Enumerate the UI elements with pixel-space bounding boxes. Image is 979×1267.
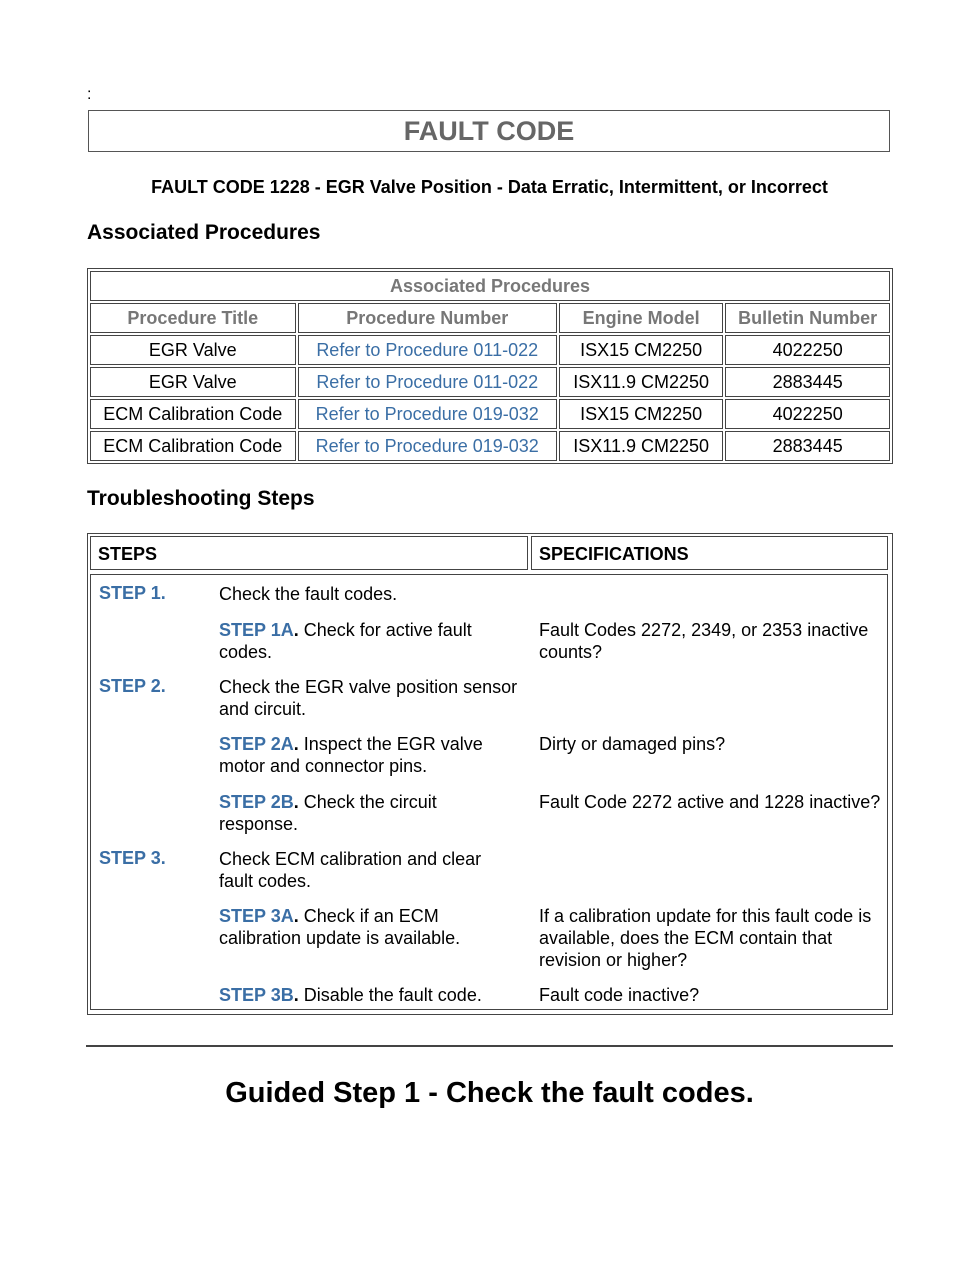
column-header: Procedure Title — [90, 303, 296, 333]
substep-text: Disable the fault code. — [298, 985, 482, 1005]
procedure-link[interactable]: Refer to Procedure 019-032 — [315, 435, 539, 456]
table-row — [90, 399, 890, 429]
step-description: Check the EGR valve position sensor and circuit. — [219, 677, 518, 719]
bulletin-number-cell: 2883445 — [725, 431, 890, 461]
table-header-row — [90, 303, 890, 333]
procedure-title-cell: EGR Valve — [90, 367, 296, 397]
procedure-title-cell: EGR Valve — [90, 335, 296, 365]
procedure-number-cell — [298, 367, 557, 397]
table-row — [90, 367, 890, 397]
procedure-link[interactable]: Refer to Procedure 011-022 — [316, 371, 539, 392]
procedure-number-cell — [298, 335, 557, 365]
substep-period: . — [293, 620, 299, 640]
substep-description — [219, 984, 519, 1006]
troubleshooting-steps-table — [87, 533, 893, 1015]
procedure-number-cell — [298, 431, 557, 461]
step-description: Check the fault codes. — [219, 584, 398, 604]
specifications-column-header: SPECIFICATIONS — [531, 536, 888, 570]
step-link[interactable]: STEP 2. — [99, 676, 166, 696]
procedure-title-cell: ECM Calibration Code — [90, 431, 296, 461]
guided-step-heading: Guided Step 1 - Check the fault codes. — [225, 1077, 754, 1109]
procedure-title-cell: ECM Calibration Code — [90, 399, 296, 429]
substep-link[interactable]: STEP 2A — [219, 734, 294, 754]
column-header: Engine Model — [559, 303, 724, 333]
substep-period: . — [293, 792, 299, 812]
specification-text: Fault code inactive? — [539, 985, 700, 1005]
substep-description — [219, 791, 519, 835]
substep-period: . — [293, 734, 299, 754]
substep-text: Inspect the EGR valve motor and connector pins. — [219, 734, 483, 776]
procedure-link[interactable]: Refer to Procedure 019-032 — [315, 403, 539, 424]
substep-link[interactable]: STEP 1A — [219, 620, 294, 640]
substep-text: Check for active fault codes. — [219, 620, 472, 662]
specification-text: Fault Code 2272 active and 1228 inactive? — [539, 792, 881, 812]
procedure-link[interactable]: Refer to Procedure 011-022 — [316, 339, 539, 360]
substep-description — [219, 905, 519, 949]
column-header: Procedure Number — [298, 303, 557, 333]
fault-code-title: FAULT CODE 1228 - EGR Valve Position - Data Erratic, Intermittent, or Incorrect — [151, 177, 828, 197]
procedure-number-cell — [298, 399, 557, 429]
specification-text: Dirty or damaged pins? — [539, 734, 726, 754]
troubleshooting-steps-heading: Troubleshooting Steps — [87, 487, 315, 510]
engine-model-cell: ISX11.9 CM2250 — [559, 367, 724, 397]
bulletin-number-cell: 2883445 — [725, 367, 890, 397]
table-caption-row — [90, 271, 890, 301]
step-link[interactable]: STEP 3. — [99, 848, 166, 868]
bulletin-number-cell: 4022250 — [725, 399, 890, 429]
specification-text: Fault Codes 2272, 2349, or 2353 inactive counts? — [539, 620, 869, 662]
associated-procedures-table — [87, 268, 893, 464]
substep-text: Check if an ECM calibration update is available. — [219, 906, 461, 948]
stray-colon: : — [87, 86, 92, 103]
table-row — [90, 431, 890, 461]
table-row — [90, 335, 890, 365]
substep-description — [219, 733, 519, 777]
associated-procedures-heading: Associated Procedures — [87, 221, 321, 244]
specification-text: If a calibration update for this fault code is available, does the ECM contain that revision or higher? — [539, 906, 872, 970]
substep-period: . — [293, 906, 299, 926]
step-description: Check ECM calibration and clear fault codes. — [219, 849, 482, 891]
substep-description — [219, 619, 519, 663]
engine-model-cell: ISX15 CM2250 — [559, 399, 724, 429]
fault-code-banner-text: FAULT CODE — [403, 116, 575, 146]
steps-column-header: STEPS — [90, 536, 528, 570]
step-link[interactable]: STEP 1. — [99, 583, 166, 603]
engine-model-cell: ISX11.9 CM2250 — [559, 431, 724, 461]
steps-body — [90, 574, 888, 1010]
substep-text: Check the circuit response. — [219, 792, 437, 834]
substep-link[interactable]: STEP 2B — [219, 792, 294, 812]
substep-link[interactable]: STEP 3B — [219, 985, 294, 1005]
table-caption: Associated Procedures — [90, 271, 890, 301]
fault-code-banner — [88, 110, 890, 152]
bulletin-number-cell: 4022250 — [725, 335, 890, 365]
substep-link[interactable]: STEP 3A — [219, 906, 294, 926]
column-header: Bulletin Number — [725, 303, 890, 333]
substep-period: . — [293, 985, 299, 1005]
engine-model-cell: ISX15 CM2250 — [559, 335, 724, 365]
section-divider — [86, 1045, 893, 1047]
